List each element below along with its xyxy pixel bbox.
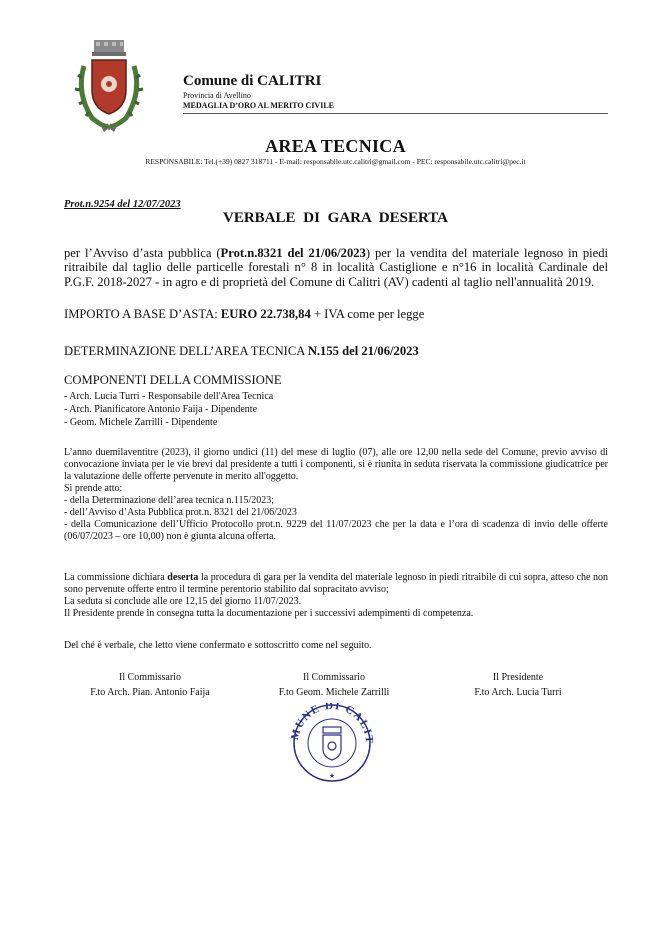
session-close: La seduta si conclude alle ore 12,15 del giorno 11/07/2023.: [64, 596, 302, 607]
list-item: - Geom. Michele Zarrilli - Dipendente: [64, 417, 218, 428]
determination-ref: N.155 del 21/06/2023: [307, 344, 419, 358]
base-amount: [64, 307, 608, 322]
closing-statement: Del ché è verbale, che letto viene confermato e sottoscritto come nel seguito.: [64, 640, 372, 651]
area-title: AREA TECNICA: [265, 136, 406, 156]
header-divider: [183, 113, 608, 114]
commission-title: COMPONENTI DELLA COMMISSIONE: [64, 373, 282, 387]
signature-block: [244, 670, 424, 700]
medal-label: MEDAGLIA D’ORO AL MERITO CIVILE: [183, 101, 334, 110]
determination-line: [64, 344, 419, 359]
signature-name: F.to Arch. Pian. Antonio Faija: [90, 687, 210, 698]
province-label: Provincia di Avellino: [183, 91, 251, 100]
list-item: - della Comunicazione dell’Ufficio Protocollo prot.n. 9229 del 11/07/2023 che per la data e l’ora di scadenza di invio delle offerte (06/07/2023 – ore 10,00) non è giunta alcuna offerta.: [64, 519, 608, 542]
list-item: - della Determinazione dell’area tecnica n.115/2023;: [64, 495, 275, 506]
signature-name: F.to Arch. Lucia Turri: [474, 687, 562, 698]
intro-paragraph: [64, 246, 608, 289]
base-amount-suffix: + IVA come per legge: [310, 307, 425, 321]
municipal-crest: [74, 38, 144, 134]
decision-text-post: la procedura di gara per la vendita del materiale legnoso in piedi ritraibile di cui sopra, atteso che non sono pervenute offerte entro il termine perentorio stabilito dal sopracitato avviso;: [64, 572, 608, 595]
acknowledgement-list: [64, 495, 608, 543]
svg-text:★: ★: [328, 772, 336, 780]
intro-protocol-ref: Prot.n.8321 del 21/06/2023: [220, 246, 366, 260]
signature-role: Il Commissario: [303, 672, 365, 683]
list-item: - Arch. Lucia Turri - Responsabile dell'Area Tecnica: [64, 391, 274, 402]
base-amount-value: EURO 22.738,84: [220, 307, 311, 321]
municipality-title: Comune di CALITRI: [183, 73, 322, 89]
intro-text-post: ) per la vendita del materiale legnoso in piedi ritraibile dal taglio delle particelle forestali n° 8 in località Castiglione e n°16 in località Cardinale del P.G.F. 2018-2027 - in agro e di proprietà del Comune di Calitri (AV) cadenti al taglio nell'annualità 2019.: [64, 246, 608, 289]
meeting-paragraph: L’anno duemilaventitre (2023), il giorno undici (11) del mese di luglio (07), alle ore 12,00 nella sede del Comune, previo avviso di convocazione inviata per le vie brevi dal presidente a tutti i componenti, si è riunita in seduta riservata la commissione giudicatrice per la valutazione delle offerte pervenute in merito all'oggetto.: [64, 447, 608, 482]
meeting-body: [64, 447, 608, 543]
signature-block: [428, 670, 608, 700]
list-item: - dell’Avviso d’Asta Pubblica prot.n. 8321 del 21/06/2023: [64, 507, 297, 518]
signature-name: F.to Geom. Michele Zarrilli: [278, 687, 390, 698]
responsabile-contacts: RESPONSABILE: Tel.(+39) 0827 318711 - E-mail: responsabile.utc.calitri@gmail.com - PEC: responsabile.utc.calitri@pec.it: [145, 157, 526, 166]
intro-text-pre: per l’Avviso d’asta pubblica (: [64, 246, 221, 260]
determination-label: DETERMINAZIONE DELL’AREA TECNICA: [64, 344, 308, 358]
official-stamp: [281, 703, 383, 783]
signature-role: Il Commissario: [119, 672, 181, 683]
svg-text:COMUNE DI CALITRI: MUNE DI CALIT: [288, 703, 376, 745]
protocol-number: Prot.n.9254 del 12/07/2023: [64, 199, 181, 210]
decision-block: [64, 572, 608, 620]
decision-paragraph: [64, 572, 608, 596]
acknowledgement-label: Si prende atto:: [64, 483, 123, 494]
decision-text-pre: La commissione dichiara: [64, 572, 168, 583]
base-amount-label: IMPORTO A BASE D’ASTA:: [64, 307, 221, 321]
document-title: VERBALE DI GARA DESERTA: [223, 210, 448, 226]
signature-role: Il Presidente: [492, 672, 544, 683]
signature-block: [60, 670, 240, 700]
commission-list: [64, 390, 273, 429]
president-note: Il Presidente prende in consegna tutta la documentazione per i successivi adempimenti di competenza.: [64, 608, 474, 619]
decision-keyword: deserta: [167, 572, 199, 583]
list-item: - Arch. Pianificatore Antonio Faija - Dipendente: [64, 404, 258, 415]
